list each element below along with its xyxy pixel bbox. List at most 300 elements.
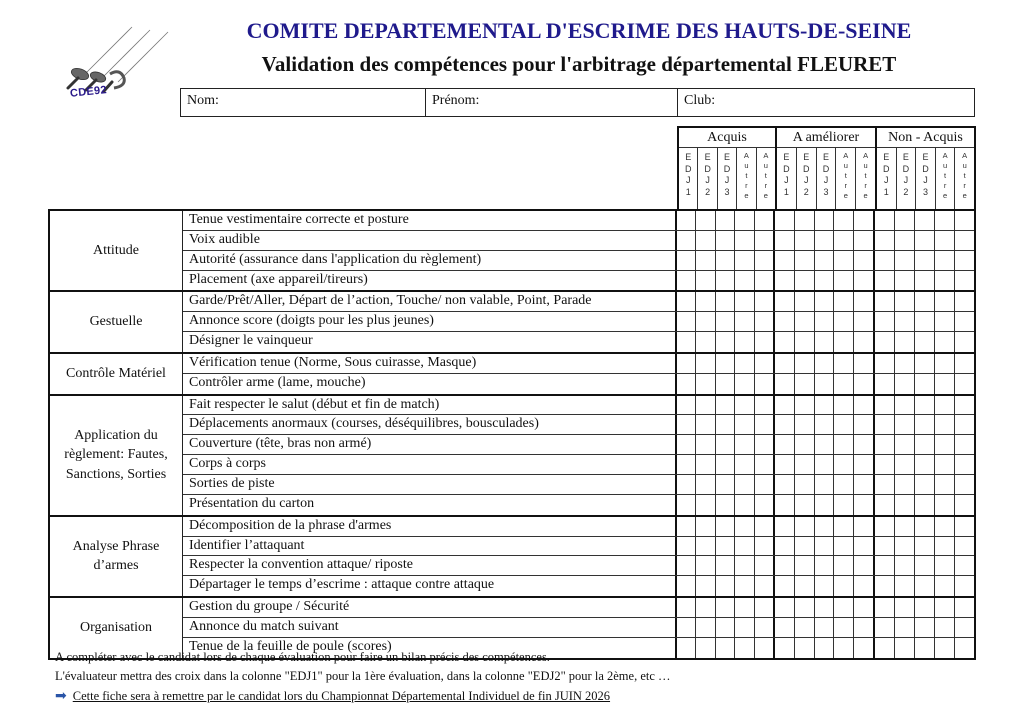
check-cell[interactable] — [955, 537, 974, 556]
check-cell[interactable] — [895, 598, 915, 617]
check-cell[interactable] — [935, 396, 955, 415]
check-cell[interactable] — [696, 537, 715, 556]
check-cell[interactable] — [755, 517, 773, 536]
check-cell[interactable] — [955, 435, 974, 454]
nom-field[interactable] — [181, 89, 426, 116]
check-cell[interactable] — [696, 618, 715, 637]
check-cell[interactable] — [795, 517, 815, 536]
check-cell[interactable] — [677, 231, 696, 250]
check-cell[interactable] — [895, 271, 915, 291]
check-cell[interactable] — [795, 618, 815, 637]
check-cell[interactable] — [775, 231, 795, 250]
check-cell[interactable] — [775, 396, 795, 415]
check-cell[interactable] — [834, 537, 854, 556]
check-cell[interactable] — [795, 312, 815, 331]
check-cell[interactable] — [895, 638, 915, 658]
check-cell[interactable] — [895, 618, 915, 637]
check-cell[interactable] — [795, 435, 815, 454]
check-cell[interactable] — [716, 598, 735, 617]
check-cell[interactable] — [834, 292, 854, 311]
check-cell[interactable] — [955, 396, 974, 415]
check-cell[interactable] — [854, 332, 873, 352]
check-cell[interactable] — [775, 211, 795, 230]
check-cell[interactable] — [677, 251, 696, 270]
check-cell[interactable] — [915, 231, 935, 250]
check-cell[interactable] — [815, 292, 835, 311]
check-cell[interactable] — [735, 618, 754, 637]
check-cell[interactable] — [935, 495, 955, 515]
check-cell[interactable] — [696, 374, 715, 394]
check-cell[interactable] — [955, 598, 974, 617]
check-cell[interactable] — [755, 354, 773, 373]
check-cell[interactable] — [677, 537, 696, 556]
check-cell[interactable] — [854, 517, 873, 536]
check-cell[interactable] — [677, 435, 696, 454]
check-cell[interactable] — [875, 556, 895, 575]
check-cell[interactable] — [735, 455, 754, 474]
check-cell[interactable] — [834, 354, 854, 373]
check-cell[interactable] — [735, 292, 754, 311]
check-cell[interactable] — [875, 517, 895, 536]
check-cell[interactable] — [716, 271, 735, 291]
check-cell[interactable] — [696, 354, 715, 373]
check-cell[interactable] — [875, 251, 895, 270]
check-cell[interactable] — [775, 495, 795, 515]
check-cell[interactable] — [935, 517, 955, 536]
check-cell[interactable] — [755, 435, 773, 454]
check-cell[interactable] — [735, 537, 754, 556]
check-cell[interactable] — [755, 374, 773, 394]
check-cell[interactable] — [677, 475, 696, 494]
check-cell[interactable] — [915, 435, 935, 454]
check-cell[interactable] — [716, 435, 735, 454]
check-cell[interactable] — [795, 354, 815, 373]
check-cell[interactable] — [815, 475, 835, 494]
check-cell[interactable] — [755, 598, 773, 617]
check-cell[interactable] — [716, 475, 735, 494]
check-cell[interactable] — [735, 354, 754, 373]
check-cell[interactable] — [716, 211, 735, 230]
check-cell[interactable] — [775, 435, 795, 454]
check-cell[interactable] — [854, 638, 873, 658]
check-cell[interactable] — [696, 576, 715, 596]
check-cell[interactable] — [834, 312, 854, 331]
check-cell[interactable] — [735, 415, 754, 434]
check-cell[interactable] — [815, 374, 835, 394]
check-cell[interactable] — [895, 332, 915, 352]
check-cell[interactable] — [875, 576, 895, 596]
check-cell[interactable] — [935, 618, 955, 637]
check-cell[interactable] — [677, 271, 696, 291]
check-cell[interactable] — [716, 537, 735, 556]
check-cell[interactable] — [875, 231, 895, 250]
check-cell[interactable] — [696, 211, 715, 230]
check-cell[interactable] — [696, 231, 715, 250]
check-cell[interactable] — [875, 598, 895, 617]
check-cell[interactable] — [775, 292, 795, 311]
check-cell[interactable] — [696, 415, 715, 434]
check-cell[interactable] — [915, 598, 935, 617]
check-cell[interactable] — [935, 251, 955, 270]
check-cell[interactable] — [955, 332, 974, 352]
check-cell[interactable] — [755, 618, 773, 637]
check-cell[interactable] — [795, 495, 815, 515]
check-cell[interactable] — [895, 374, 915, 394]
check-cell[interactable] — [935, 415, 955, 434]
check-cell[interactable] — [854, 354, 873, 373]
check-cell[interactable] — [935, 638, 955, 658]
check-cell[interactable] — [815, 576, 835, 596]
check-cell[interactable] — [935, 292, 955, 311]
check-cell[interactable] — [915, 455, 935, 474]
check-cell[interactable] — [915, 638, 935, 658]
check-cell[interactable] — [875, 271, 895, 291]
check-cell[interactable] — [955, 415, 974, 434]
check-cell[interactable] — [915, 415, 935, 434]
check-cell[interactable] — [696, 312, 715, 331]
check-cell[interactable] — [677, 618, 696, 637]
check-cell[interactable] — [875, 455, 895, 474]
check-cell[interactable] — [795, 292, 815, 311]
check-cell[interactable] — [955, 354, 974, 373]
check-cell[interactable] — [875, 396, 895, 415]
check-cell[interactable] — [775, 455, 795, 474]
check-cell[interactable] — [795, 231, 815, 250]
check-cell[interactable] — [895, 415, 915, 434]
check-cell[interactable] — [895, 312, 915, 331]
check-cell[interactable] — [854, 598, 873, 617]
check-cell[interactable] — [815, 271, 835, 291]
check-cell[interactable] — [854, 251, 873, 270]
check-cell[interactable] — [935, 332, 955, 352]
check-cell[interactable] — [815, 455, 835, 474]
check-cell[interactable] — [815, 495, 835, 515]
check-cell[interactable] — [854, 396, 873, 415]
check-cell[interactable] — [735, 517, 754, 536]
check-cell[interactable] — [854, 495, 873, 515]
check-cell[interactable] — [955, 251, 974, 270]
check-cell[interactable] — [834, 495, 854, 515]
check-cell[interactable] — [677, 556, 696, 575]
club-field[interactable] — [678, 89, 974, 116]
check-cell[interactable] — [735, 396, 754, 415]
check-cell[interactable] — [815, 618, 835, 637]
check-cell[interactable] — [915, 475, 935, 494]
check-cell[interactable] — [935, 475, 955, 494]
check-cell[interactable] — [716, 495, 735, 515]
check-cell[interactable] — [716, 556, 735, 575]
check-cell[interactable] — [895, 211, 915, 230]
check-cell[interactable] — [935, 271, 955, 291]
check-cell[interactable] — [915, 556, 935, 575]
check-cell[interactable] — [895, 231, 915, 250]
check-cell[interactable] — [834, 396, 854, 415]
check-cell[interactable] — [696, 638, 715, 658]
check-cell[interactable] — [755, 271, 773, 291]
check-cell[interactable] — [895, 435, 915, 454]
check-cell[interactable] — [795, 271, 815, 291]
check-cell[interactable] — [895, 455, 915, 474]
check-cell[interactable] — [755, 312, 773, 331]
check-cell[interactable] — [775, 354, 795, 373]
check-cell[interactable] — [795, 374, 815, 394]
check-cell[interactable] — [735, 576, 754, 596]
check-cell[interactable] — [815, 332, 835, 352]
check-cell[interactable] — [677, 211, 696, 230]
check-cell[interactable] — [696, 455, 715, 474]
check-cell[interactable] — [935, 211, 955, 230]
check-cell[interactable] — [895, 517, 915, 536]
check-cell[interactable] — [755, 455, 773, 474]
check-cell[interactable] — [955, 475, 974, 494]
check-cell[interactable] — [815, 537, 835, 556]
check-cell[interactable] — [735, 495, 754, 515]
check-cell[interactable] — [834, 374, 854, 394]
check-cell[interactable] — [696, 271, 715, 291]
check-cell[interactable] — [775, 251, 795, 270]
check-cell[interactable] — [955, 576, 974, 596]
check-cell[interactable] — [815, 396, 835, 415]
check-cell[interactable] — [716, 354, 735, 373]
check-cell[interactable] — [696, 556, 715, 575]
check-cell[interactable] — [935, 537, 955, 556]
check-cell[interactable] — [716, 374, 735, 394]
check-cell[interactable] — [775, 598, 795, 617]
check-cell[interactable] — [854, 271, 873, 291]
check-cell[interactable] — [716, 251, 735, 270]
check-cell[interactable] — [815, 312, 835, 331]
check-cell[interactable] — [755, 415, 773, 434]
check-cell[interactable] — [875, 618, 895, 637]
check-cell[interactable] — [854, 618, 873, 637]
check-cell[interactable] — [815, 251, 835, 270]
check-cell[interactable] — [834, 475, 854, 494]
check-cell[interactable] — [755, 211, 773, 230]
check-cell[interactable] — [955, 455, 974, 474]
check-cell[interactable] — [775, 618, 795, 637]
check-cell[interactable] — [834, 517, 854, 536]
check-cell[interactable] — [915, 312, 935, 331]
check-cell[interactable] — [915, 618, 935, 637]
check-cell[interactable] — [815, 556, 835, 575]
check-cell[interactable] — [716, 618, 735, 637]
check-cell[interactable] — [775, 537, 795, 556]
check-cell[interactable] — [696, 292, 715, 311]
check-cell[interactable] — [755, 576, 773, 596]
check-cell[interactable] — [696, 332, 715, 352]
check-cell[interactable] — [775, 415, 795, 434]
check-cell[interactable] — [755, 231, 773, 250]
check-cell[interactable] — [875, 638, 895, 658]
check-cell[interactable] — [795, 415, 815, 434]
check-cell[interactable] — [735, 332, 754, 352]
check-cell[interactable] — [834, 435, 854, 454]
check-cell[interactable] — [775, 517, 795, 536]
check-cell[interactable] — [815, 435, 835, 454]
check-cell[interactable] — [755, 537, 773, 556]
check-cell[interactable] — [915, 517, 935, 536]
check-cell[interactable] — [935, 598, 955, 617]
check-cell[interactable] — [834, 332, 854, 352]
check-cell[interactable] — [915, 576, 935, 596]
check-cell[interactable] — [955, 374, 974, 394]
check-cell[interactable] — [854, 292, 873, 311]
check-cell[interactable] — [834, 598, 854, 617]
check-cell[interactable] — [834, 556, 854, 575]
check-cell[interactable] — [795, 638, 815, 658]
check-cell[interactable] — [677, 517, 696, 536]
check-cell[interactable] — [795, 455, 815, 474]
check-cell[interactable] — [795, 251, 815, 270]
check-cell[interactable] — [775, 332, 795, 352]
check-cell[interactable] — [735, 638, 754, 658]
check-cell[interactable] — [875, 495, 895, 515]
check-cell[interactable] — [755, 556, 773, 575]
check-cell[interactable] — [915, 292, 935, 311]
check-cell[interactable] — [735, 312, 754, 331]
check-cell[interactable] — [677, 374, 696, 394]
check-cell[interactable] — [875, 354, 895, 373]
check-cell[interactable] — [875, 332, 895, 352]
check-cell[interactable] — [875, 312, 895, 331]
check-cell[interactable] — [915, 271, 935, 291]
check-cell[interactable] — [895, 396, 915, 415]
check-cell[interactable] — [895, 292, 915, 311]
check-cell[interactable] — [775, 556, 795, 575]
check-cell[interactable] — [735, 211, 754, 230]
check-cell[interactable] — [735, 475, 754, 494]
check-cell[interactable] — [755, 332, 773, 352]
check-cell[interactable] — [875, 211, 895, 230]
check-cell[interactable] — [875, 292, 895, 311]
check-cell[interactable] — [834, 415, 854, 434]
check-cell[interactable] — [955, 292, 974, 311]
check-cell[interactable] — [775, 312, 795, 331]
check-cell[interactable] — [696, 435, 715, 454]
check-cell[interactable] — [834, 455, 854, 474]
check-cell[interactable] — [795, 475, 815, 494]
check-cell[interactable] — [935, 435, 955, 454]
check-cell[interactable] — [834, 231, 854, 250]
check-cell[interactable] — [875, 537, 895, 556]
check-cell[interactable] — [795, 576, 815, 596]
check-cell[interactable] — [795, 556, 815, 575]
check-cell[interactable] — [915, 495, 935, 515]
check-cell[interactable] — [955, 211, 974, 230]
check-cell[interactable] — [955, 556, 974, 575]
check-cell[interactable] — [755, 495, 773, 515]
check-cell[interactable] — [755, 292, 773, 311]
check-cell[interactable] — [677, 576, 696, 596]
check-cell[interactable] — [677, 495, 696, 515]
check-cell[interactable] — [834, 271, 854, 291]
check-cell[interactable] — [854, 475, 873, 494]
check-cell[interactable] — [854, 312, 873, 331]
check-cell[interactable] — [696, 396, 715, 415]
check-cell[interactable] — [895, 576, 915, 596]
check-cell[interactable] — [677, 455, 696, 474]
check-cell[interactable] — [716, 332, 735, 352]
check-cell[interactable] — [955, 638, 974, 658]
check-cell[interactable] — [854, 374, 873, 394]
check-cell[interactable] — [955, 618, 974, 637]
check-cell[interactable] — [815, 415, 835, 434]
check-cell[interactable] — [815, 638, 835, 658]
check-cell[interactable] — [895, 556, 915, 575]
check-cell[interactable] — [854, 455, 873, 474]
check-cell[interactable] — [795, 537, 815, 556]
check-cell[interactable] — [935, 455, 955, 474]
check-cell[interactable] — [677, 292, 696, 311]
check-cell[interactable] — [955, 231, 974, 250]
check-cell[interactable] — [677, 312, 696, 331]
check-cell[interactable] — [795, 396, 815, 415]
check-cell[interactable] — [696, 598, 715, 617]
check-cell[interactable] — [815, 354, 835, 373]
check-cell[interactable] — [895, 495, 915, 515]
check-cell[interactable] — [935, 312, 955, 331]
check-cell[interactable] — [854, 211, 873, 230]
check-cell[interactable] — [875, 415, 895, 434]
check-cell[interactable] — [915, 211, 935, 230]
check-cell[interactable] — [795, 598, 815, 617]
check-cell[interactable] — [935, 556, 955, 575]
check-cell[interactable] — [795, 211, 815, 230]
check-cell[interactable] — [716, 312, 735, 331]
check-cell[interactable] — [875, 435, 895, 454]
check-cell[interactable] — [735, 556, 754, 575]
check-cell[interactable] — [935, 374, 955, 394]
prenom-field[interactable] — [426, 89, 678, 116]
check-cell[interactable] — [955, 271, 974, 291]
check-cell[interactable] — [895, 251, 915, 270]
check-cell[interactable] — [677, 598, 696, 617]
check-cell[interactable] — [677, 332, 696, 352]
check-cell[interactable] — [915, 537, 935, 556]
check-cell[interactable] — [716, 576, 735, 596]
check-cell[interactable] — [834, 211, 854, 230]
check-cell[interactable] — [716, 517, 735, 536]
check-cell[interactable] — [955, 312, 974, 331]
check-cell[interactable] — [775, 374, 795, 394]
check-cell[interactable] — [735, 435, 754, 454]
check-cell[interactable] — [955, 495, 974, 515]
check-cell[interactable] — [815, 598, 835, 617]
check-cell[interactable] — [716, 638, 735, 658]
check-cell[interactable] — [875, 475, 895, 494]
check-cell[interactable] — [775, 576, 795, 596]
check-cell[interactable] — [677, 354, 696, 373]
check-cell[interactable] — [875, 374, 895, 394]
check-cell[interactable] — [735, 374, 754, 394]
check-cell[interactable] — [755, 396, 773, 415]
check-cell[interactable] — [696, 251, 715, 270]
check-cell[interactable] — [915, 374, 935, 394]
check-cell[interactable] — [775, 475, 795, 494]
check-cell[interactable] — [935, 231, 955, 250]
check-cell[interactable] — [716, 396, 735, 415]
check-cell[interactable] — [854, 231, 873, 250]
check-cell[interactable] — [915, 354, 935, 373]
check-cell[interactable] — [854, 576, 873, 596]
check-cell[interactable] — [735, 598, 754, 617]
check-cell[interactable] — [834, 576, 854, 596]
check-cell[interactable] — [915, 251, 935, 270]
check-cell[interactable] — [775, 271, 795, 291]
check-cell[interactable] — [955, 517, 974, 536]
check-cell[interactable] — [895, 354, 915, 373]
check-cell[interactable] — [696, 495, 715, 515]
